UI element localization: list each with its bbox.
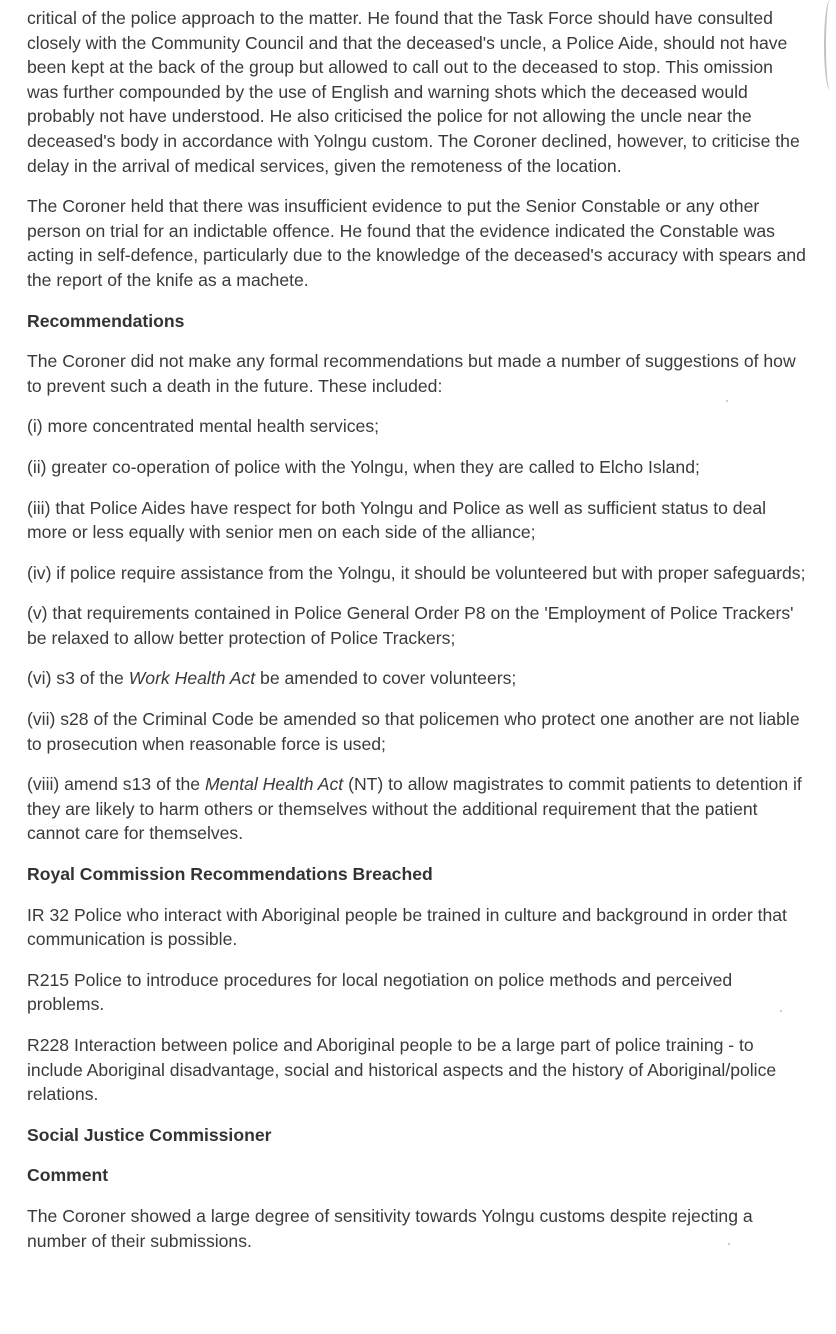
paragraph-coroner-criticism: critical of the police approach to the matter. He found that the Task Force should have consulted closely with the Community Council and that the deceased's uncle, a Police Aide, should not have been kept at the back of the group but allowed to call out to the deceased to stop. This omission was further compounded by the use of English and warning shots which the deceased would probably not have understood. He also criticised the police for not allowing the uncle near the deceased's body in accordance with Yolngu custom. The Coroner declined, however, to criticise the delay in the arrival of medical services, given the remoteness of the location.: [27, 8, 800, 176]
recommendation-item: (i) more concentrated mental health services;: [27, 416, 380, 437]
recommendation-item: (iii) that Police Aides have respect for both Yolngu and Police as well as sufficient status to deal more or less equally with senior men on each side of the alliance;: [27, 497, 767, 543]
comment-heading: Comment: [27, 1165, 109, 1186]
recommendation-item: (vii) s28 of the Criminal Code be amended so that policemen who protect one another are not liable to prosecution when reasonable force is used;: [27, 709, 800, 754]
recommendations-heading: Recommendations: [27, 310, 185, 331]
recommendation-text: (vi) s3 of the: [27, 668, 129, 689]
recommendation-text: (viii) amend s13 of the: [27, 774, 205, 795]
social-justice-heading: Social Justice Commissioner: [27, 1124, 272, 1145]
recommendation-item: [27, 772, 807, 846]
royal-commission-item: R215 Police to introduce procedures for local negotiation on police methods and perceived problems.: [27, 969, 733, 1015]
document-page: [27, 6, 807, 1269]
recommendations-intro: The Coroner did not make any formal recommendations but made a number of suggestions of how to prevent such a death in the future. These included:: [27, 351, 796, 396]
comment-paragraph: The Coroner showed a large degree of sensitivity towards Yolngu customs despite rejecting a number of their submissions.: [27, 1205, 753, 1251]
recommendation-text: be amended to cover volunteers;: [255, 668, 517, 689]
royal-commission-heading: Royal Commission Recommendations Breached: [27, 864, 433, 885]
act-title: Work Health Act: [128, 668, 256, 689]
recommendation-item: [27, 666, 807, 691]
recommendation-item: (iv) if police require assistance from the Yolngu, it should be volunteered but with proper safeguards;: [27, 562, 806, 583]
recommendation-text: (NT) to allow magistrates to commit patients to detention if they are likely to harm others or themselves without the additional requirement that the patient cannot care for themselves.: [27, 774, 802, 844]
page-binding-edge: [824, 0, 836, 90]
royal-commission-item: R228 Interaction between police and Aboriginal people to be a large part of police training - to include Aboriginal disadvantage, social and historical aspects and the history of Aboriginal/police relations.: [27, 1035, 777, 1105]
royal-commission-item: IR 32 Police who interact with Aboriginal people be trained in culture and background in order that communication is possible.: [27, 904, 787, 950]
recommendation-item: (v) that requirements contained in Police General Order P8 on the 'Employment of Police Trackers' be relaxed to allow better protection of Police Trackers;: [27, 603, 794, 648]
paragraph-coroner-finding: The Coroner held that there was insufficient evidence to put the Senior Constable or any other person on trial for an indictable offence. He found that the evidence indicated the Constable was acting in self-defence, particularly due to the knowledge of the deceased's accuracy with spears and the report of the knife as a machete.: [27, 196, 806, 290]
recommendation-item: (ii) greater co-operation of police with the Yolngu, when they are called to Elcho Island;: [27, 456, 700, 477]
act-title: Mental Health Act: [204, 774, 344, 795]
